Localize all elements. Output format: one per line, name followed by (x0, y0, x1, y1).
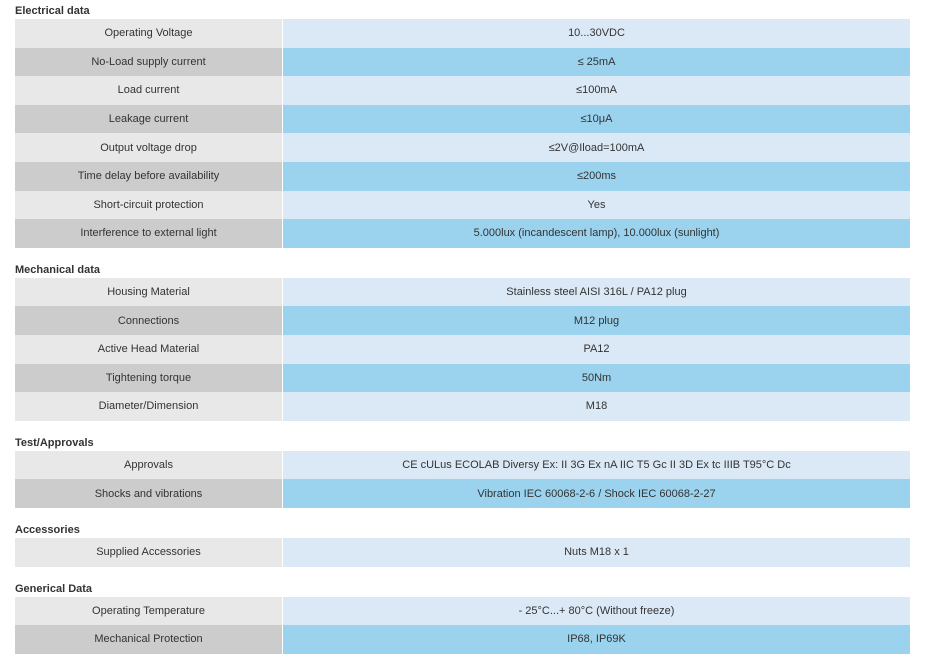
table-row (15, 306, 910, 335)
spec-label: Mechanical Protection (15, 625, 283, 654)
spec-label: Time delay before availability (15, 162, 283, 191)
spec-section (15, 0, 910, 248)
table-row (15, 105, 910, 134)
table-row (15, 191, 910, 220)
table-row (15, 48, 910, 77)
spec-label: Diameter/Dimension (15, 392, 283, 421)
spec-value: ≤10μA (283, 105, 910, 134)
spec-label: Operating Temperature (15, 597, 283, 626)
spec-value: Vibration IEC 60068-2-6 / Shock IEC 60068-2-27 (283, 479, 910, 508)
spec-table (15, 278, 910, 421)
spec-label: Short-circuit protection (15, 191, 283, 220)
spec-label: No-Load supply current (15, 48, 283, 77)
spec-value: 10...30VDC (283, 19, 910, 48)
section-title: Test/Approvals (15, 436, 94, 449)
spec-section (15, 519, 910, 567)
spec-sheet (15, 0, 910, 654)
spec-value: 5.000lux (incandescent lamp), 10.000lux (sunlight) (283, 219, 910, 248)
table-row (15, 278, 910, 307)
section-title: Mechanical data (15, 263, 100, 276)
spec-value: Yes (283, 191, 910, 220)
spec-value: ≤ 25mA (283, 48, 910, 77)
spec-label: Load current (15, 76, 283, 105)
spec-table (15, 19, 910, 248)
spec-value: Stainless steel AISI 316L / PA12 plug (283, 278, 910, 307)
table-row (15, 76, 910, 105)
spec-value: M18 (283, 392, 910, 421)
spec-table (15, 597, 910, 654)
spec-value: - 25°C...+ 80°C (Without freeze) (283, 597, 910, 626)
table-row (15, 625, 910, 654)
spec-section (15, 432, 910, 508)
spec-label: Active Head Material (15, 335, 283, 364)
section-title: Electrical data (15, 5, 90, 17)
spec-label: Output voltage drop (15, 133, 283, 162)
table-row (15, 133, 910, 162)
spec-label: Supplied Accessories (15, 538, 283, 567)
table-row (15, 597, 910, 626)
table-row (15, 219, 910, 248)
spec-label: Tightening torque (15, 364, 283, 393)
spec-value: ≤200ms (283, 162, 910, 191)
table-row (15, 364, 910, 393)
table-row (15, 392, 910, 421)
section-title: Generical Data (15, 582, 93, 595)
spec-value: CE cULus ECOLAB Diversy Ex: II 3G Ex nA IIC T5 Gc II 3D Ex tc IIIB T95°C Dc (283, 451, 910, 480)
spec-value: 50Nm (283, 364, 910, 393)
spec-label: Operating Voltage (15, 19, 283, 48)
spec-value: M12 plug (283, 306, 910, 335)
table-row (15, 479, 910, 508)
spec-value: ≤2V@Iload=100mA (283, 133, 910, 162)
table-row (15, 19, 910, 48)
spec-table (15, 451, 910, 508)
spec-value: Nuts M18 x 1 (283, 538, 910, 567)
spec-section (15, 578, 910, 654)
spec-value: PA12 (283, 335, 910, 364)
spec-label: Housing Material (15, 278, 283, 307)
spec-table (15, 538, 910, 567)
spec-label: Leakage current (15, 105, 283, 134)
spec-label: Approvals (15, 451, 283, 480)
spec-label: Interference to external light (15, 219, 283, 248)
spec-value: ≤100mA (283, 76, 910, 105)
spec-value: IP68, IP69K (283, 625, 910, 654)
spec-label: Shocks and vibrations (15, 479, 283, 508)
table-row (15, 538, 910, 567)
spec-section (15, 259, 910, 421)
table-row (15, 162, 910, 191)
table-row (15, 335, 910, 364)
table-row (15, 451, 910, 480)
section-title: Accessories (15, 523, 80, 536)
spec-label: Connections (15, 306, 283, 335)
